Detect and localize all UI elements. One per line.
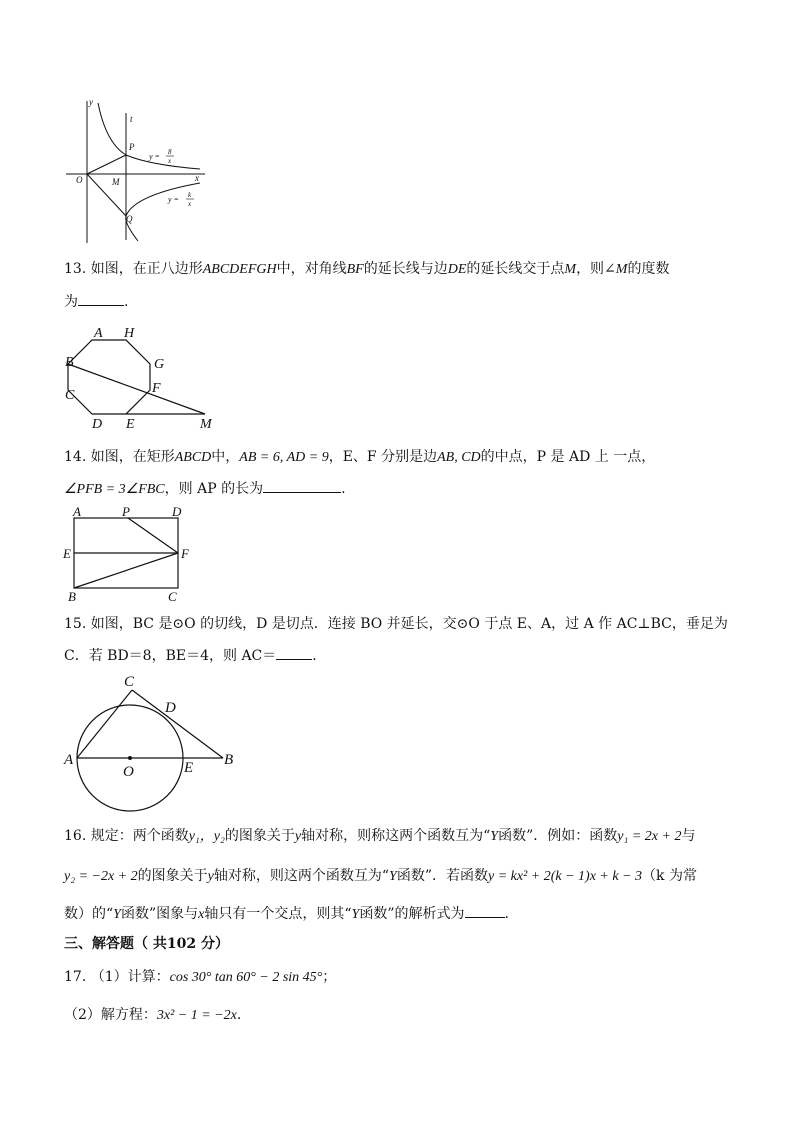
q17-text: 17. （1）计算： (64, 969, 170, 985)
q17-text: ； (322, 969, 337, 985)
q16-math: y₁，y₂ (188, 829, 225, 844)
q17-text: . (236, 1007, 242, 1023)
q13-line1 (64, 259, 669, 280)
q13-number: 13. (64, 261, 87, 277)
q16-text: 的图象关于 (137, 868, 208, 884)
q16-math: Y (389, 869, 397, 884)
label-e: E (126, 417, 135, 432)
q13-text: ，则∠ (576, 261, 616, 277)
q13-text: 的延长线与边 (363, 261, 448, 277)
segment-bf (74, 553, 178, 588)
q14-line1 (64, 447, 655, 468)
q16-end: . (504, 906, 509, 922)
q14-text: 的中点，P 是 AD 上 一点， (480, 449, 656, 465)
q14-rect: ABCD (174, 450, 212, 465)
q16-line1 (64, 826, 695, 847)
q16-line3 (64, 903, 509, 925)
q17-math: 3x² − 1 = −2x (156, 1008, 237, 1023)
curve2-label: y = (168, 195, 179, 204)
label-c: C (124, 674, 135, 690)
q13-text: 的度数 (627, 261, 670, 277)
q16-math: y (207, 869, 214, 884)
label-a: A (73, 505, 81, 519)
q17-line1 (64, 967, 336, 988)
q16-math: Y (113, 907, 121, 922)
label-h: H (124, 326, 135, 341)
q16-math: y (294, 829, 302, 844)
q15-line1 (64, 614, 728, 634)
label-m: M (112, 177, 120, 187)
q13-answer-blank[interactable] (78, 291, 124, 306)
q14-angle: ∠PFB = 3∠FBC (64, 482, 165, 497)
segment-ac (77, 690, 132, 758)
q16-text: 与 (681, 828, 696, 844)
curve1-num: 8 (168, 148, 172, 156)
q16-math: y = kx² + 2(k − 1)x + k − 3 (488, 869, 643, 884)
q15-end: ． (312, 648, 327, 664)
label-y: y (89, 97, 93, 107)
line-bm (68, 364, 205, 414)
label-b: B (224, 752, 234, 768)
q14-text: 如图，在矩形 (90, 449, 175, 465)
label-o: O (76, 175, 83, 185)
q14-text: 中， (211, 449, 240, 465)
q13-text: 如图，在正八边形 (90, 261, 203, 277)
figure-octagon (60, 322, 220, 432)
q14-end: . (341, 481, 346, 497)
q16-text: 16. 规定：两个函数 (64, 828, 189, 844)
q16-math: y₁ = 2x + 2 (617, 829, 682, 844)
label-q: Q (126, 214, 133, 224)
q14-line2 (64, 478, 346, 500)
label-c: C (65, 388, 75, 403)
label-p: P (122, 505, 130, 519)
q16-math: x (198, 907, 205, 922)
q13-side: DE (447, 262, 467, 277)
q16-text: （k 为常 (642, 868, 697, 884)
segment-pf (128, 518, 178, 553)
q13-text: 的延长线交于点 (466, 261, 565, 277)
label-a: A (64, 752, 74, 768)
q17-text: （2）解方程： (64, 1007, 157, 1023)
label-f: F (181, 546, 189, 561)
segment-oq (87, 174, 126, 216)
q16-text: 数）的“ (64, 906, 114, 922)
q14-text: ，E、F 分别是边 (328, 449, 438, 465)
q14-number: 14. (64, 449, 87, 465)
q17-line2 (64, 1005, 241, 1026)
label-b: B (65, 355, 74, 370)
figure-circle-tangent (60, 670, 250, 815)
q16-math: Y (351, 907, 360, 922)
segment-cb (132, 690, 223, 758)
q17-math: cos 30° tan 60° − 2 sin 45° (169, 970, 323, 985)
label-e: E (63, 546, 71, 561)
label-c: C (168, 589, 177, 604)
curve2-den: x (188, 200, 192, 208)
q15-text: C．若 BD＝8，BE＝4，则 AC＝ (64, 648, 277, 664)
q16-text: 函数”图象与 (120, 906, 199, 922)
q14-cond: AB = 6, AD = 9 (239, 450, 329, 465)
q13-polygon: ABCDEFGH (202, 262, 277, 277)
label-d: D (92, 417, 103, 432)
label-d: D (165, 700, 176, 716)
q16-line2 (64, 866, 697, 887)
center-dot (128, 756, 132, 760)
q16-text: 轴只有一个交点，则其“ (204, 906, 352, 922)
q13-angle-point: M (615, 262, 628, 277)
label-a: A (94, 326, 103, 341)
q16-math: y₂ = −2x + 2 (64, 869, 138, 884)
label-f: F (152, 381, 161, 396)
q16-text: 函数”．若函数 (396, 868, 488, 884)
curve1-label: y = (149, 152, 160, 161)
q16-text: 的图象关于 (224, 828, 295, 844)
q13-text: 为 (64, 294, 78, 310)
label-e: E (184, 760, 194, 776)
curve2-num: k (188, 191, 192, 199)
q16-text: 轴对称，则这两个函数互为“ (213, 868, 390, 884)
q14-answer-blank[interactable] (263, 478, 341, 493)
q14-sides: AB, CD (437, 450, 481, 465)
label-b: B (68, 589, 76, 604)
q13-end: . (124, 294, 129, 310)
q16-text: 函数”．例如：函数 (498, 828, 618, 844)
figure-rectangle (60, 505, 200, 605)
label-x: x (195, 173, 199, 183)
label-p: P (129, 142, 135, 152)
q16-answer-blank[interactable] (465, 903, 505, 918)
label-o: O (123, 764, 134, 780)
q15-line2 (64, 645, 326, 666)
q16-math: Y (490, 829, 499, 844)
figure-hyperbola (60, 95, 220, 245)
q13-line2 (64, 291, 128, 312)
q16-text: 轴对称，则称这两个函数互为“ (301, 828, 491, 844)
octagon (68, 340, 150, 414)
label-t: t (130, 114, 133, 124)
q14-text: ，则 AP 的长为 (164, 481, 264, 497)
q13-diag: BF (346, 262, 364, 277)
q15-answer-blank[interactable] (276, 645, 312, 660)
curve1-den: x (168, 157, 172, 165)
label-d: D (172, 505, 182, 519)
q16-text: 函数”的解析式为 (359, 906, 465, 922)
label-g: G (154, 357, 165, 372)
section-3-title: 三、解答题（ 共102 分） (64, 936, 229, 952)
q13-text: 中，对角线 (276, 261, 347, 277)
label-m: M (200, 417, 212, 432)
segment-op (87, 155, 126, 174)
q15-text: 15. 如图，BC 是⊙O 的切线，D 是切点．连接 BO 并延长，交⊙O 于点 E、A，过 A 作 AC⊥BC，垂足为 (64, 616, 728, 632)
q13-point: M (564, 262, 577, 277)
